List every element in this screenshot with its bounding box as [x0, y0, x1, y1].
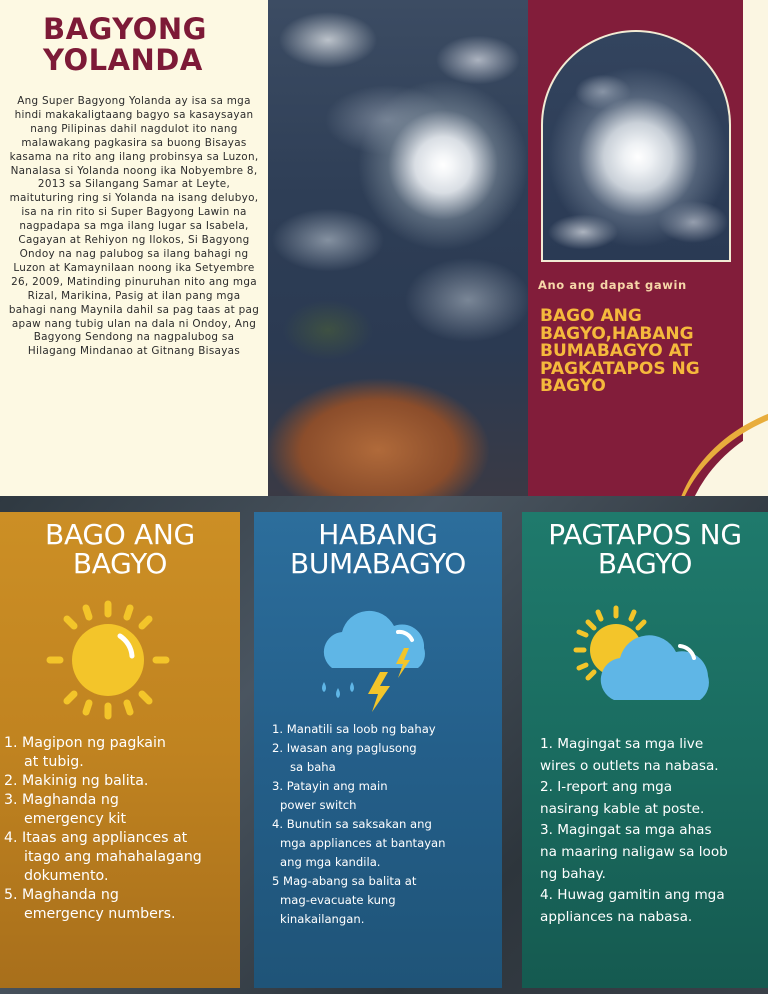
list-item: 5 Mag-abang sa balita at	[272, 874, 417, 888]
list-item: 3. Magingat sa mga ahas	[540, 822, 712, 839]
checklist	[540, 734, 768, 928]
top-section	[0, 0, 768, 496]
card-after-typhoon	[522, 512, 768, 988]
subtitle: Ano ang dapat gawin	[538, 278, 687, 292]
list-item: 2. I-report ang mga	[540, 779, 673, 796]
title-line-2: YOLANDA	[43, 43, 203, 77]
list-item: ng bahay.	[540, 865, 606, 882]
card-title-line-2: BUMABAGYO	[289, 547, 467, 580]
list-item: 4. Huwag gamitin ang mga	[540, 887, 725, 904]
checklist	[4, 734, 238, 924]
right-panel	[528, 0, 768, 496]
list-item: 3. Maghanda ng	[4, 792, 119, 808]
arch-frame	[541, 30, 731, 262]
list-item: 4. Bunutin sa saksakan ang	[272, 817, 432, 831]
page-title	[43, 14, 253, 76]
card-title-line-1: HABANG	[318, 518, 438, 551]
list-item: emergency numbers.	[24, 906, 176, 922]
list-item: sa baha	[290, 760, 336, 774]
list-item: wires o outlets na nabasa.	[540, 757, 719, 774]
sun-icon	[40, 600, 176, 720]
card-before-typhoon	[0, 512, 240, 988]
list-item: 5. Maghanda ng	[4, 887, 119, 903]
title-line-1: BAGYONG	[43, 12, 207, 46]
card-title-line-1: PAGTAPOS NG	[548, 518, 742, 551]
sun-cloud-icon	[570, 604, 730, 714]
list-item: ang mga kandila.	[280, 855, 381, 869]
list-item: mag-evacuate kung	[280, 893, 396, 907]
list-item: 2. Iwasan ang paglusong	[272, 741, 417, 755]
intro-paragraph: Ang Super Bagyong Yolanda ay isa sa mga hindi makakaligtaang bagyo sa kasaysayan nang Pilipinas dahil nagdulot ito nang malawakang pagkasira sa buong Bisayas kasama na rito ang ilang probinsya sa Luzon, Nanalasa si Yolanda noong ika Nobyembre 8, 2013 sa Silangang Samar at Leyte, maituturing ring si Yolanda na isang delubyo, isa na rin rito si Super Bagyong Lawin na nagpadapa sa mga ilang lugar sa Isabela, Cagayan at Rehiyon ng Ilokos, Si Bagyong Ondoy na nag palubog sa ilang bahagi ng Luzon at Kamaynilaan noong ika Setyembre 26, 2009, Matinding pinuruhan nito ang mga Rizal, Marikina, Pasig at ilan pang mga bahagi nang Maynila dahil sa pag taas at pag apaw nang tubig ulan na dala ni Ondoy, Ang Bagyong Sendong na nagpalubog sa Hilagang Mindanao at Gitnang Bisayas	[8, 95, 260, 358]
list-item: mga appliances at bantayan	[280, 836, 446, 850]
card-title-line-2: BAGYO	[72, 547, 168, 580]
list-item: at tubig.	[24, 754, 84, 770]
intro-panel	[0, 0, 268, 496]
satellite-typhoon-image	[268, 0, 528, 496]
typhoon-eye-image	[543, 32, 729, 260]
list-item: 3. Patayin ang main	[272, 779, 388, 793]
card-title-line-2: BAGYO	[597, 547, 693, 580]
list-item: na maaring naligaw sa loob	[540, 843, 728, 860]
card-title	[254, 520, 502, 578]
rain-drops-icon	[322, 682, 354, 698]
list-item: power switch	[280, 798, 357, 812]
list-item: 1. Manatili sa loob ng bahay	[272, 722, 436, 736]
list-item: kinakailangan.	[280, 912, 365, 926]
list-item: 1. Magingat sa mga live	[540, 736, 704, 752]
list-item: dokumento.	[24, 868, 109, 884]
list-item: itago ang mahahalagang	[24, 849, 202, 865]
list-item: appliances na nabasa.	[540, 908, 693, 925]
list-item: nasirang kable at poste.	[540, 800, 705, 817]
checklist	[272, 720, 502, 929]
list-item: 1. Magipon ng pagkain	[4, 735, 166, 751]
list-item: emergency kit	[24, 811, 127, 827]
list-item: 4. Itaas ang appliances at	[4, 830, 188, 846]
card-during-typhoon	[254, 512, 502, 988]
card-title	[0, 520, 240, 578]
card-title-line-1: BAGO ANG	[45, 518, 195, 551]
list-item: 2. Makinig ng balita.	[4, 773, 149, 789]
card-title	[522, 520, 768, 578]
infographic-section	[0, 496, 768, 994]
storm-cloud-icon	[310, 608, 440, 718]
section-heading: BAGO ANG BAGYO,HABANG BUMABAGYO AT PAGKATAPOS NG BAGYO	[540, 306, 700, 396]
